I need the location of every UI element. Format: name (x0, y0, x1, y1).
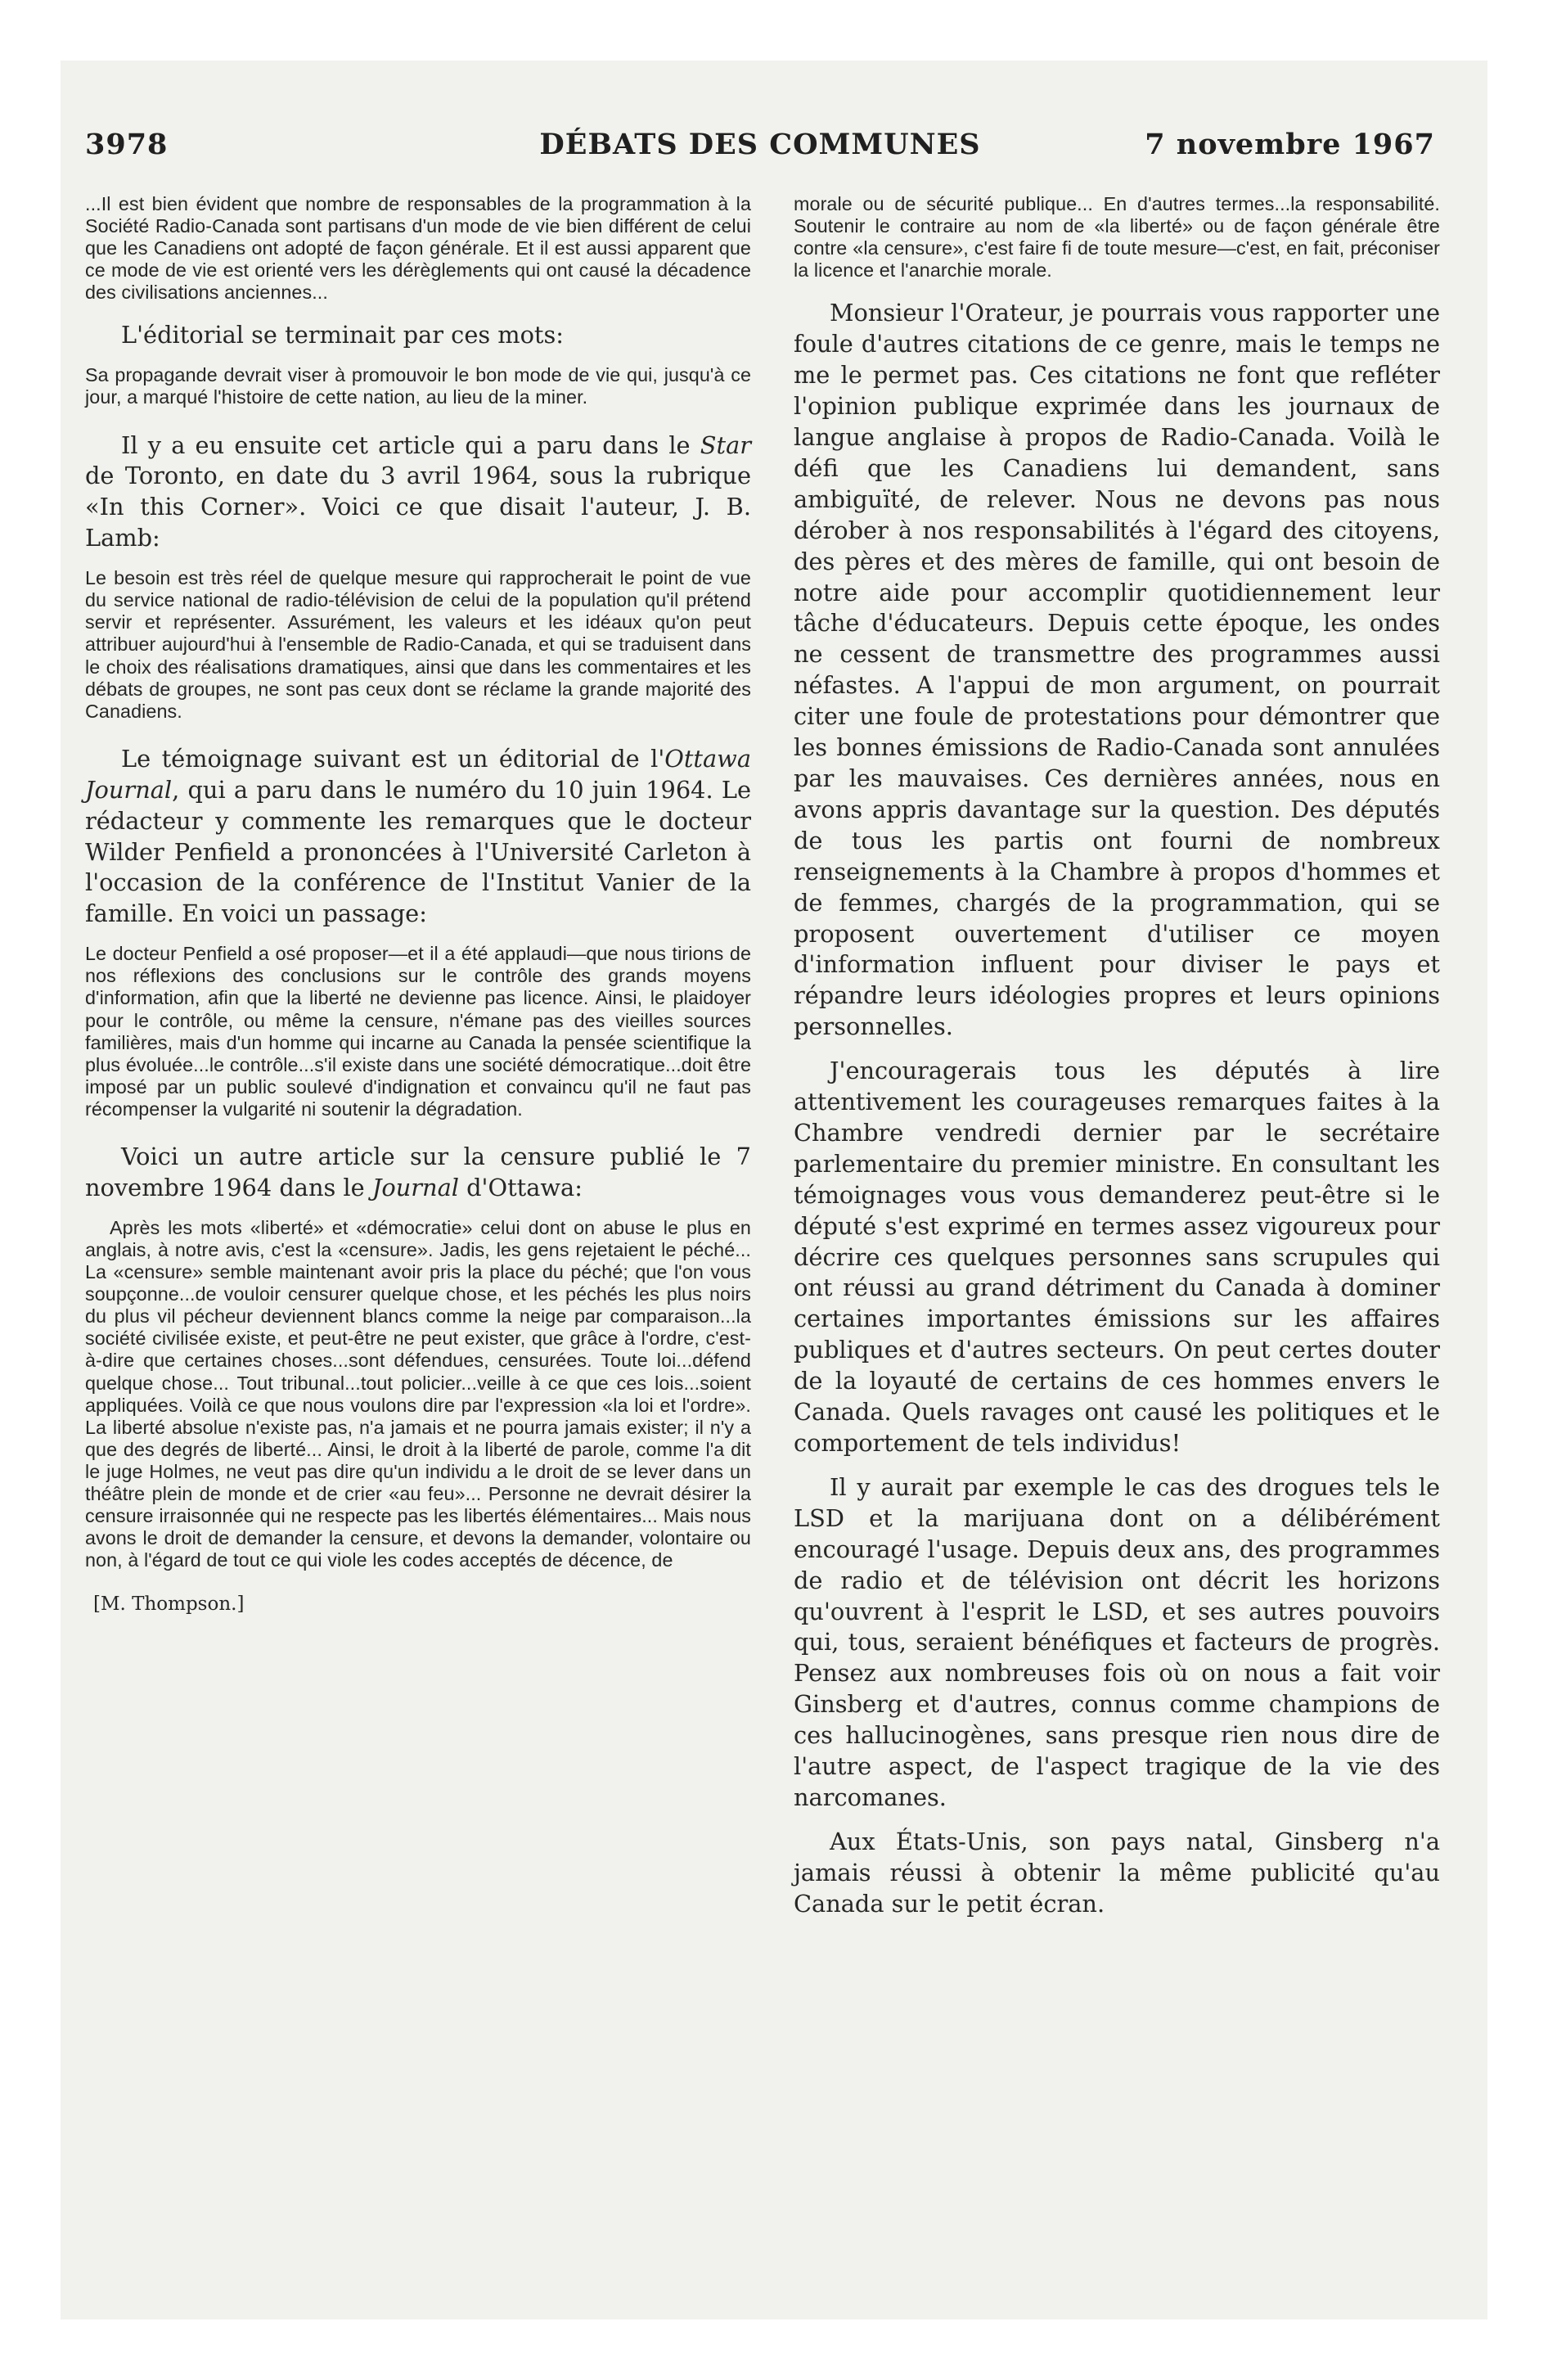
page-title: DÉBATS DES COMMUNES (539, 128, 981, 161)
body-paragraph: J'encouragerais tous les députés à lire attentivement les courageuses remarques faites à la Chambre vendredi dernier par le secrétaire parlementaire du premier ministre. En consultant les témoignages vous vous demanderez peut-être si le député s'est exprimé en termes assez vigoureux pour décrire ces quelques personnes sans scrupules qui ont réussi au grand détriment du Canada à dominer certaines importantes émissions sur les affaires publiques et d'autres secteurs. On peut certes douter de la loyauté de certains de ces hommes envers le Canada. Quels ravages ont causé les politiques et le comportement de tels individus! (794, 1057, 1440, 1457)
newspaper-name: Ottawa Journal (85, 744, 751, 804)
quote-block: Après les mots «liberté» et «démocratie» celui dont on abuse le plus en anglais, à notre avis, c'est la «censure». Jadis, les gens rejetaient le péché... La «censure» semble maintenant avoir pris la place du péché; que l'on vous soupçonne...de vouloir censurer quelque chose, et les péchés les plus noirs du plus vil pécheur deviennent blancs comme la neige par comparaison...la société civilisée existe, et peut-être ne peut exister, que grâce à l'ordre, c'est-à-dire que certaines choses...sont défendues, censurées. Toute loi...défend quelque chose... Tout tribunal...tout policier...veille à ce que ces lois...soient appliquées. Voilà ce que nous voulons dire par l'expression «la loi et l'ordre». La liberté absolue n'existe pas, n'a jamais et ne pourra jamais exister; il n'y a que des degrés de liberté... Ainsi, le droit à la liberté de parole, comme l'a dit le juge Holmes, ne veut pas dire qu'un individu a le droit de se lever dans un théâtre plein de monde et de crier «au feu»... Personne ne devrait désirer la censure irraisonnée qui ne respecte pas les libertés élémentaires... Mais nous avons le droit de demander la censure, et devons la demander, volontaire ou non, à l'égard de tout ce qui viole les codes acceptés de décence, de (85, 1216, 751, 1571)
body-paragraph: Aux États-Unis, son pays natal, Ginsberg n'a jamais réussi à obtenir la même publicité qu'au Canada sur le petit écran. (794, 1827, 1440, 1918)
right-column (794, 193, 1440, 1933)
newspaper-name: Star (700, 430, 751, 459)
speaker-attribution: [M. Thompson.] (93, 1593, 245, 1616)
body-paragraph: Il y aurait par exemple le cas des drogues tels le LSD et la marijuana dont on a délibérément encouragé l'usage. Depuis deux ans, des programmes de radio et de télévision ont décrit les horizons qu'ouvrent à l'esprit le LSD, et ses autres pouvoirs qui, tous, seraient bénéfiques et facteurs de progrès. Pensez aux nombreuses fois où on nous a fait voir Ginsberg et d'autres, connus comme champions de ces hallucinogènes, sans presque rien nous dire de l'autre aspect, de l'aspect tragique de la vie des narcomanes. (794, 1472, 1440, 1811)
quote-block: Sa propagande devrait viser à promouvoir le bon mode de vie qui, jusqu'à ce jour, a marqué l'histoire de cette nation, au lieu de la miner. (85, 364, 751, 408)
page-date: 7 novembre 1967 (1145, 128, 1435, 161)
left-column (85, 193, 751, 1616)
page-header (85, 128, 1435, 172)
body-paragraph: L'éditorial se terminait par ces mots: (121, 321, 564, 349)
quote-block: Le besoin est très réel de quelque mesure qui rapprocherait le point de vue du service national de radio-télévision de celui de la population qu'il prétend servir et représenter. Assurément, les valeurs et les idéaux qu'on peut attribuer aujourd'hui à l'ensemble de Radio-Canada, et qui se traduisent dans le choix des réalisations dramatiques, ainsi que dans les commentaires et les débats de groupes, ne sont pas ceux dont se réclame la grande majorité des Canadiens. (85, 567, 751, 722)
body-paragraph: Le témoignage suivant est un éditorial de l'Ottawa Journal, qui a paru dans le numéro du 10 juin 1964. Le rédacteur y commente les remarques que le docteur Wilder Penfield a prononcées à l'Université Carleton à l'occasion de la conférence de l'Institut Vanier de la famille. En voici un passage: (85, 744, 751, 928)
body-paragraph: Monsieur l'Orateur, je pourrais vous rapporter une foule d'autres citations de ce genre, mais le temps ne me le permet pas. Ces citations ne font que refléter l'opinion publique exprimée dans les journaux de langue anglaise à propos de Radio-Canada. Voilà le défi que les Canadiens lui demandent, sans ambiguïté, de relever. Nous ne devons pas nous dérober à nos responsabilités à l'égard des citoyens, des pères et des mères de famille, qui ont besoin de notre aide pour accomplir quotidiennement leur tâche d'éducateurs. Depuis cette époque, les ondes ne cessent de transmettre des programmes aussi néfastes. A l'appui de mon argument, on pourrait citer une foule de protestations pour démontrer que les bonnes émissions de Radio-Canada sont annulées par les mauvaises. Ces dernières années, nous en avons appris davantage sur la question. Des députés de tous les partis ont fourni de nombreux renseignements à la Chambre à propos d'hommes et de femmes, chargés de la programmation, qui se proposent ouvertement d'utiliser ce moyen d'information influent pour diviser le pays et répandre leurs idéologies propres et leurs opinions personnelles. (794, 299, 1440, 1041)
quote-continuation: morale ou de sécurité publique... En d'autres termes...la responsabilité. Soutenir le contraire au nom de «la liberté» ou de façon générale être contre «la censure», c'est faire fi de toute mesure—c'est, en fait, préconiser la licence et l'anarchie morale. (794, 193, 1440, 282)
body-paragraph: Voici un autre article sur la censure publié le 7 novembre 1964 dans le Journal d'Ottawa: (85, 1143, 751, 1201)
quote-block: ...Il est bien évident que nombre de responsables de la programmation à la Société Radio-Canada sont partisans d'un mode de vie bien différent de celui que les Canadiens ont adopté de façon générale. Et il est aussi apparent que ce mode de vie est orienté vers les dérèglements qui ont causé la décadence des civilisations anciennes... (85, 193, 751, 304)
page-number: 3978 (85, 128, 169, 161)
newspaper-name: Journal (371, 1173, 459, 1201)
body-paragraph: Il y a eu ensuite cet article qui a paru dans le Star de Toronto, en date du 3 avril 1964, sous la rubrique «In this Corner». Voici ce que disait l'auteur, J. B. Lamb: (85, 430, 751, 552)
quote-block: Le docteur Penfield a osé proposer—et il a été applaudi—que nous tirions de nos réflexions des conclusions sur le contrôle des grands moyens d'information, afin que la liberté ne devienne pas licence. Ainsi, le plaidoyer pour le contrôle, ou même la censure, n'émane pas des vieilles sources familières, mais d'un homme qui incarne au Canada la pensée scientifique la plus évoluée...le contrôle...s'il existe dans une société démocratique...doit être imposé par un public soulevé d'indignation et convaincu qu'il ne faut pas récompenser la vulgarité ni soutenir la dégradation. (85, 943, 751, 1120)
